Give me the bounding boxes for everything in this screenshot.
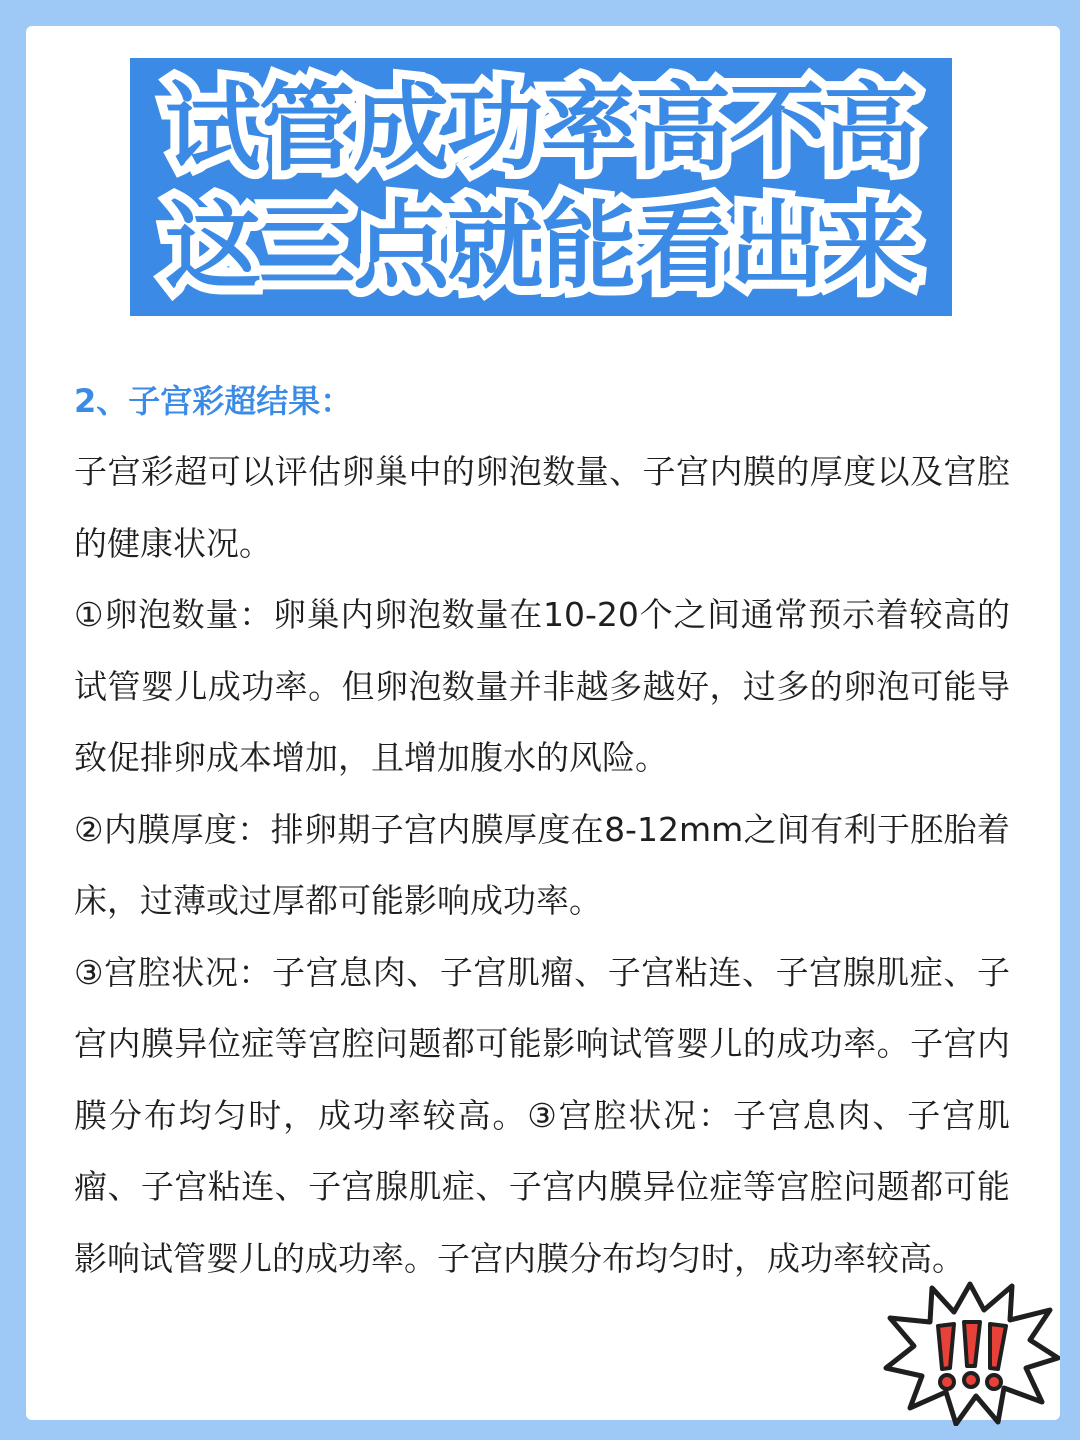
paragraph-uterine-cavity: ③宫腔状况：子宫息肉、子宫肌瘤、子宫粘连、子宫腺肌症、子宫内膜异位症等宫腔问题都可能影响试管婴儿的成功率。子宫内膜分布均匀时，成功率较高。③宫腔状况：子宫息肉、子宫肌瘤、子宫粘连、子宫腺肌症、子宫内膜异位症等宫腔问题都可能影响试管婴儿的成功率。子宫内膜分布均匀时，成功率较高。 xyxy=(74,952,1010,1278)
paragraph-intro: 子宫彩超可以评估卵巢中的卵泡数量、子宫内膜的厚度以及宫腔的健康状况。 xyxy=(74,452,1010,563)
title-line-2: 这三点就能看出来 xyxy=(165,190,917,302)
exclamation-burst-icon xyxy=(880,1276,1060,1426)
paragraph-follicle-count: ①卵泡数量：卵巢内卵泡数量在10-20个之间通常预示着较高的试管婴儿成功率。但卵泡数量并非越多越好，过多的卵泡可能导致促排卵成本增加，且增加腹水的风险。 xyxy=(74,595,1010,777)
paragraph-endometrium-thickness: ②内膜厚度：排卵期子宫内膜厚度在8-12mm之间有利于胚胎着床，过薄或过厚都可能影响成功率。 xyxy=(74,809,1010,920)
exclamation-marks xyxy=(938,1322,1006,1389)
article-body xyxy=(74,436,1010,1294)
title-banner xyxy=(130,58,952,316)
section-heading: 2、子宫彩超结果： xyxy=(74,382,353,420)
title-line-1: 试管成功率高不高 xyxy=(165,72,917,184)
